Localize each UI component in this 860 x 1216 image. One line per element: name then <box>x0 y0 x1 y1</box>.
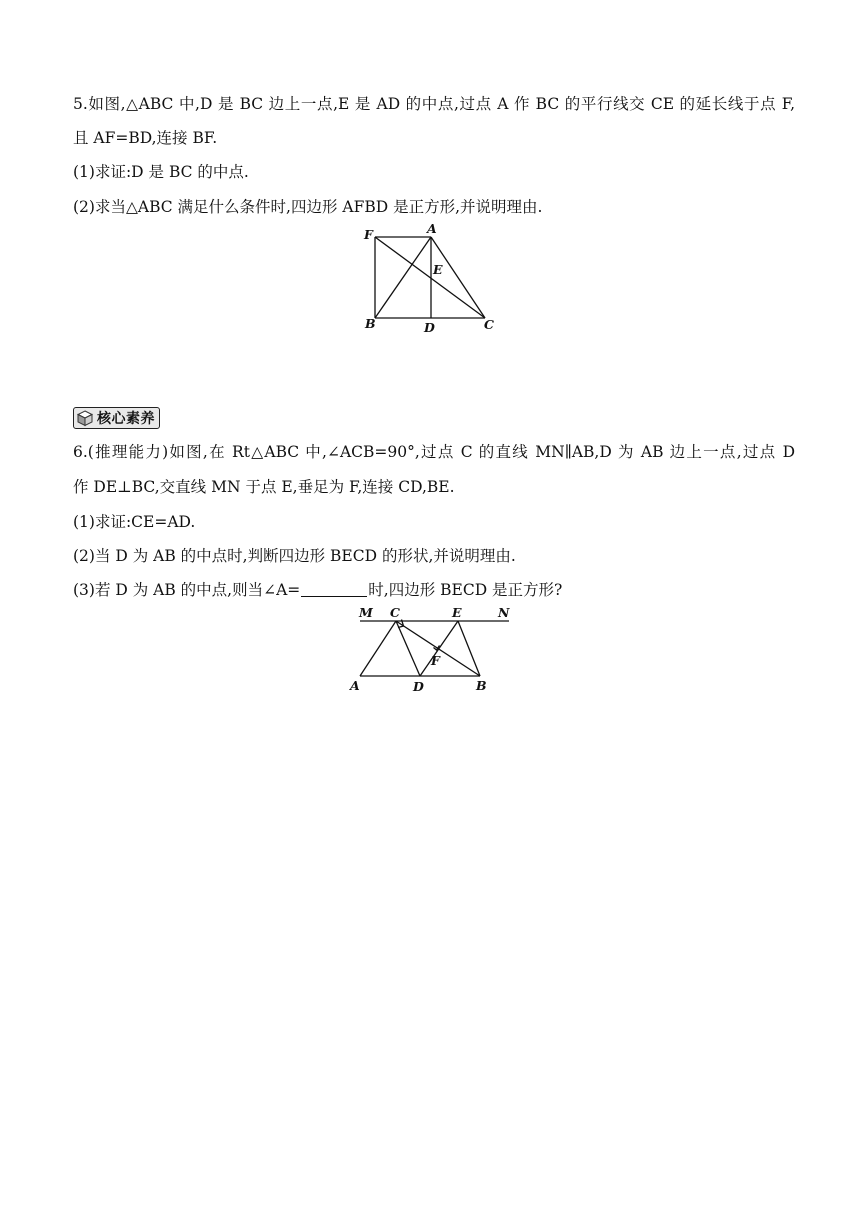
label-a: A <box>427 222 437 236</box>
label-f: F <box>431 653 440 668</box>
label-c: C <box>390 605 400 620</box>
label-e: E <box>452 605 462 620</box>
section-title: 核心素养 <box>97 411 155 427</box>
label-a: A <box>350 678 360 693</box>
problem6-figure <box>340 602 520 694</box>
label-b: B <box>365 316 376 331</box>
label-m: M <box>359 605 373 620</box>
problem6-statement-line1: 6.(推理能力)如图,在 Rt△ABC 中,∠ACB=90°,过点 C 的直线 MN∥AB,D 为 AB 边上一点,过点 D <box>73 443 795 461</box>
problem6-part1: (1)求证:CE=AD. <box>73 513 196 531</box>
label-c: C <box>484 317 494 332</box>
problem6-part3 <box>73 580 562 600</box>
segment-ac <box>431 237 485 318</box>
segment-ac <box>360 621 396 676</box>
segment-ab <box>375 237 431 318</box>
cube-icon <box>76 409 94 427</box>
label-d: D <box>413 679 424 694</box>
label-f: F <box>364 227 373 242</box>
label-b: B <box>476 678 487 693</box>
label-d: D <box>424 320 435 335</box>
label-n: N <box>498 605 510 620</box>
problem5-part2: (2)求当△ABC 满足什么条件时,四边形 AFBD 是正方形,并说明理由. <box>73 198 543 216</box>
problem6-statement-line2: 作 DE⊥BC,交直线 MN 于点 E,垂足为 F,连接 CD,BE. <box>73 478 455 496</box>
problem5-statement-line2: 且 AF=BD,连接 BF. <box>73 129 218 147</box>
problem5-figure <box>355 222 505 338</box>
label-e: E <box>433 262 443 277</box>
section-badge <box>73 407 160 429</box>
segment-eb <box>458 621 480 676</box>
problem6-part3-prefix: (3)若 D 为 AB 的中点,则当∠A= <box>73 581 301 599</box>
segment-fc <box>375 237 485 318</box>
problem5-statement-line1: 5.如图,△ABC 中,D 是 BC 边上一点,E 是 AD 的中点,过点 A 作 BC 的平行线交 CE 的延长线于点 F, <box>73 95 795 113</box>
problem6-part2: (2)当 D 为 AB 的中点时,判断四边形 BECD 的形状,并说明理由. <box>73 547 516 565</box>
answer-blank[interactable] <box>301 582 367 597</box>
problem5-part1: (1)求证:D 是 BC 的中点. <box>73 163 249 181</box>
problem6-part3-suffix: 时,四边形 BECD 是正方形? <box>368 581 563 599</box>
